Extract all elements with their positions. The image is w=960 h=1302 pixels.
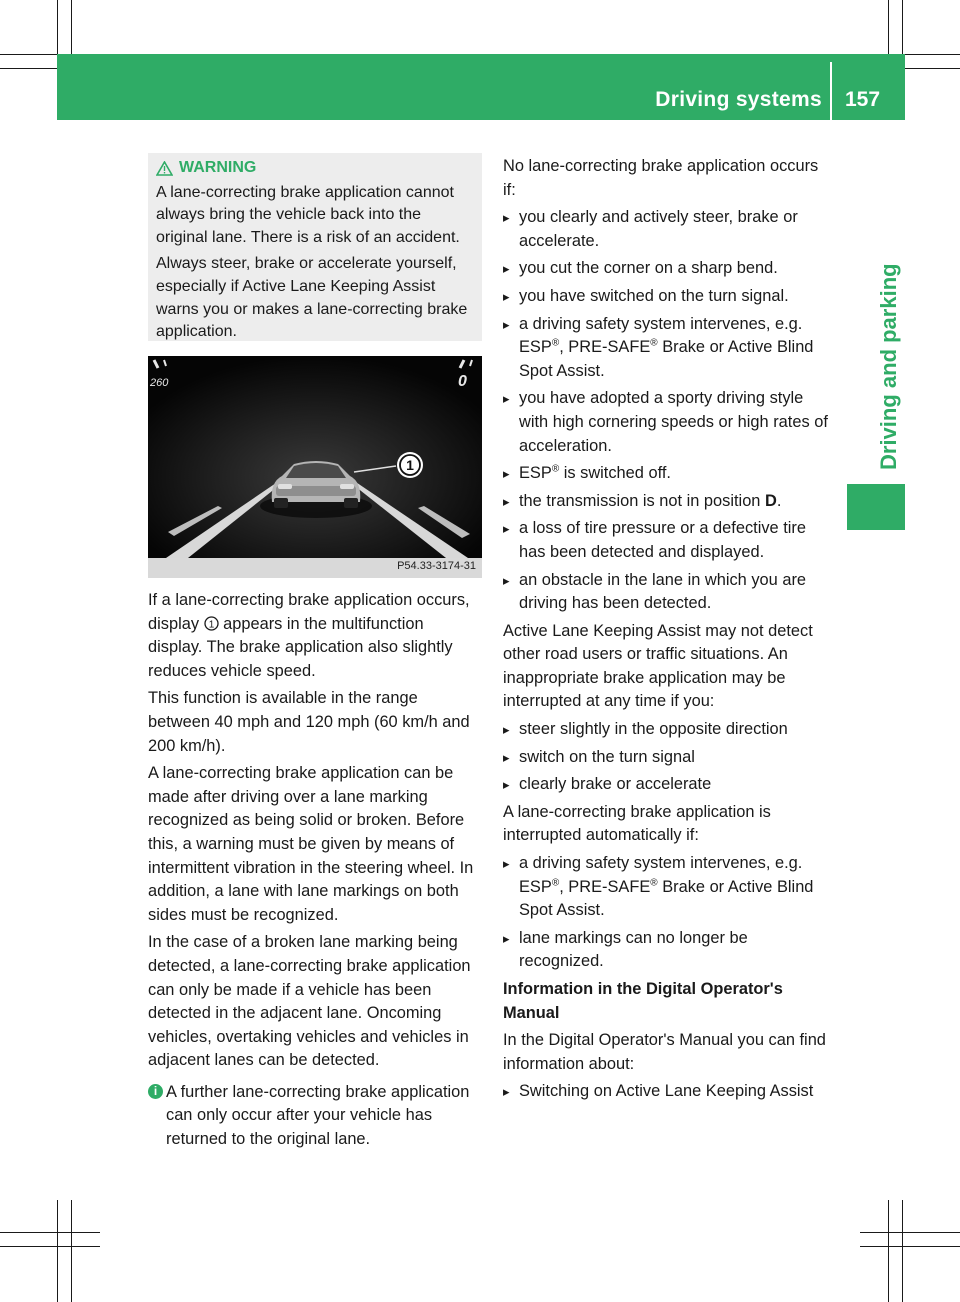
- paragraph: In the Digital Operator's Manual you can find information about:: [503, 1031, 826, 1073]
- warning-triangle-icon: [156, 161, 173, 176]
- svg-text:1: 1: [208, 619, 214, 631]
- list-item: ▸ a loss of tire pressure or a defective tire has been detected and displayed.: [503, 517, 835, 564]
- callout-number: 1: [406, 457, 414, 473]
- list-item: ▸ switch on the turn signal: [503, 746, 835, 770]
- list-item: ▸ lane markings can no longer be recognized.: [503, 927, 835, 974]
- paragraph: A lane-correcting brake application is interrupted automatically if:: [503, 802, 771, 845]
- display-graphic: [148, 356, 482, 558]
- list-item: ▸ you have switched on the turn signal.: [503, 285, 835, 309]
- callout-1-icon: [204, 616, 219, 631]
- crop-mark: [902, 1200, 903, 1302]
- paragraph: In the case of a broken lane marking being detected, a lane-correcting brake application can only be made if a vehicle has been detected in the adjacent lane. Oncoming vehicles, overtaking vehicles and vehicles in adjacent lanes can be detected.: [148, 933, 471, 1070]
- condition-list: [503, 206, 835, 616]
- info-note: [148, 1081, 482, 1152]
- list-item: ▸ clearly brake or accelerate: [503, 773, 835, 797]
- figure-code-strip: [148, 558, 482, 578]
- figure-code: P54.33-3174-31: [397, 560, 476, 572]
- paragraph-text: If a lane-correcting brake application occurs, display: [148, 591, 470, 633]
- list-item: ▸ steer slightly in the opposite direction: [503, 718, 835, 742]
- warning-title: WARNING: [179, 159, 257, 176]
- warning-heading: [156, 157, 474, 180]
- crop-mark: [57, 1200, 58, 1302]
- cluster-illustration: [148, 356, 482, 578]
- paragraph: No lane-correcting brake application occurs if:: [503, 157, 819, 199]
- info-icon: i: [148, 1084, 163, 1099]
- crop-mark: [860, 1232, 960, 1233]
- paragraph-text: appears in the multifunction display. The brake application also slightly reduces vehicle speed.: [148, 614, 453, 680]
- list-item: ▸ you clearly and actively steer, brake or accelerate.: [503, 206, 835, 253]
- paragraph: [148, 589, 482, 683]
- list-item: ▸ a driving safety system intervenes, e.g. ESP®, PRE-SAFE® Brake or Active Blind Spot Assist.: [503, 313, 835, 384]
- list-item: ▸ you cut the corner on a sharp bend.: [503, 257, 835, 281]
- right-column: [503, 155, 835, 1108]
- info-text: A further lane-correcting brake application can only occur after your vehicle has returned to the original lane.: [166, 1082, 470, 1149]
- list-item: ▸ an obstacle in the lane in which you are driving has been detected.: [503, 569, 835, 616]
- section-title: Driving systems: [655, 88, 822, 111]
- header-divider: [830, 62, 832, 120]
- speed-right: 0: [458, 373, 467, 390]
- list-item: ▸ you have adopted a sporty driving style with high cornering speeds or high rates of acceleration.: [503, 387, 835, 458]
- list-item: ▸ Switching on Active Lane Keeping Assist: [503, 1080, 835, 1104]
- left-column: [148, 589, 482, 1156]
- crop-mark: [71, 1200, 72, 1302]
- crop-mark: [860, 1246, 960, 1247]
- paragraph: Active Lane Keeping Assist may not detect other road users or traffic situations. An inappropriate brake application may be interrupted at any time if you:: [503, 621, 813, 711]
- warning-text: Always steer, brake or accelerate yourself, especially if Active Lane Keeping Assist warns you or makes a lane-correcting brake application.: [156, 255, 468, 341]
- list-item: ▸ the transmission is not in position D.: [503, 490, 835, 514]
- side-tab-marker: [847, 484, 905, 530]
- auto-interrupt-list: [503, 852, 835, 974]
- warning-text: A lane-correcting brake application cannot always bring the vehicle back into the original lane. There is a risk of an accident.: [156, 183, 460, 246]
- paragraph: A lane-correcting brake application can be made after driving over a lane marking recognized as being solid or broken. Before this, a warning must be given by means of intermittent vibration in the steering wheel. In addition, a lane with lane markings on both sides must be recognized.: [148, 764, 474, 924]
- side-tab-label: Driving and parking: [876, 263, 901, 470]
- list-item: ▸ ESP® is switched off.: [503, 462, 835, 486]
- manual-topics-list: [503, 1080, 835, 1104]
- list-item: ▸ a driving safety system intervenes, e.g. ESP®, PRE-SAFE® Brake or Active Blind Spot Assist.: [503, 852, 835, 923]
- interrupt-list: [503, 718, 835, 797]
- warning-box: [148, 153, 482, 341]
- crop-mark: [888, 1200, 889, 1302]
- paragraph: This function is available in the range between 40 mph and 120 mph (60 km/h and 200 km/h).: [148, 689, 470, 755]
- page-number: 157: [845, 88, 881, 111]
- crop-mark: [0, 1232, 100, 1233]
- subheading: Information in the Digital Operator's Manual: [503, 980, 783, 1022]
- speed-left: 260: [150, 377, 169, 389]
- crop-mark: [0, 1246, 100, 1247]
